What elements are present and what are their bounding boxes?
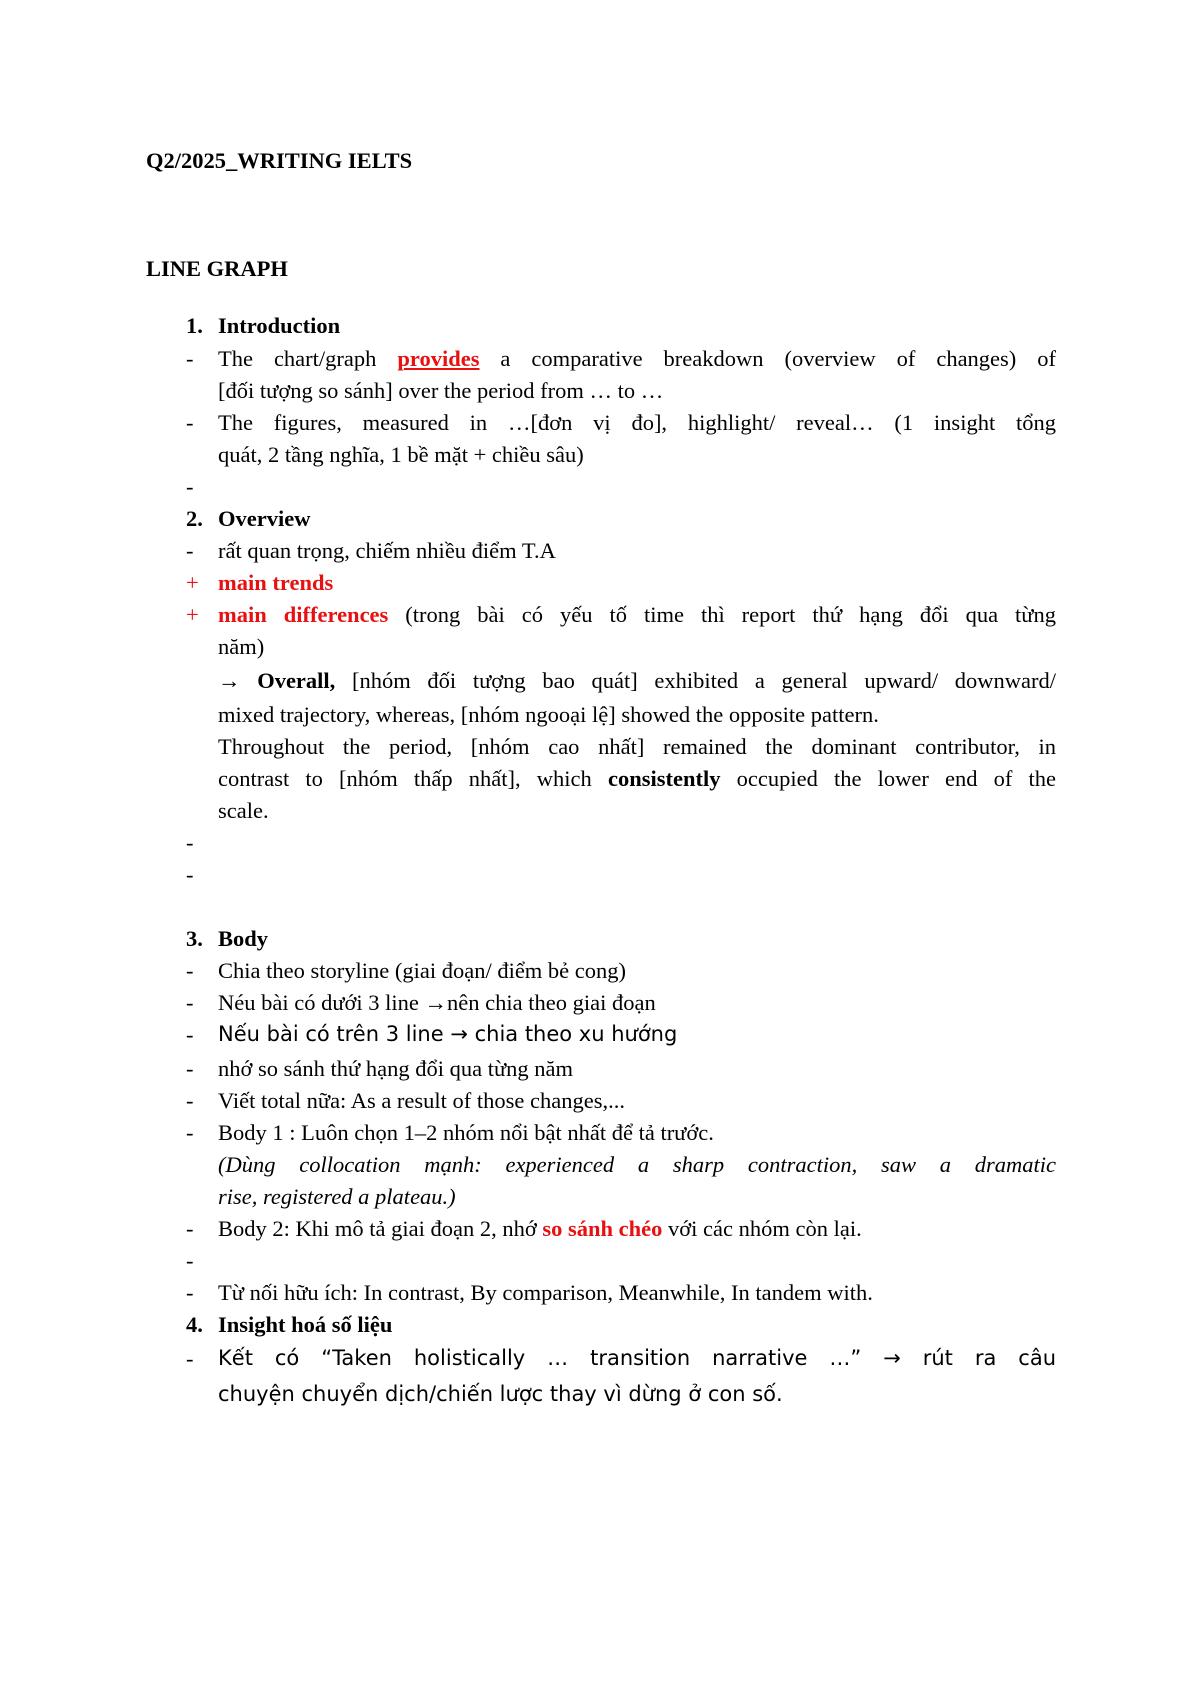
dash-marker: - bbox=[186, 830, 194, 855]
dash-marker: - bbox=[186, 410, 194, 435]
dash-marker: - bbox=[186, 538, 194, 563]
dash-marker: - bbox=[186, 1346, 194, 1371]
dash-marker: - bbox=[186, 346, 194, 371]
intro-heading: Introduction bbox=[218, 313, 341, 338]
overview-heading: Overview bbox=[218, 506, 311, 531]
list-number: 4. bbox=[186, 1312, 203, 1337]
dash-marker: - bbox=[186, 474, 194, 499]
dash-marker: - bbox=[186, 958, 194, 983]
intro-bullet-2: The figures, measured in …[đơn vị đo], highlight/ reveal… (1 insight tổng bbox=[218, 410, 1056, 435]
dash-marker: - bbox=[186, 1216, 194, 1241]
dash-marker: - bbox=[186, 1280, 194, 1305]
highlight-provides: provides bbox=[397, 346, 480, 371]
dash-marker: - bbox=[186, 1248, 194, 1273]
intro-bullet-1: The chart/graph provides a comparative breakdown (overview of changes) of bbox=[218, 346, 1056, 371]
main-differences: main differences bbox=[218, 602, 389, 627]
insight-heading: Insight hoá số liệu bbox=[218, 1312, 393, 1337]
plus-marker: + bbox=[186, 570, 199, 595]
document-page: Q2/2025_WRITING IELTS LINE GRAPH 1. Introduction - The chart/graph provides a comparative breakdown (overview of changes) of [đối tượng so sánh] over the period from … to … - The figures, measured in …[đơn vị đo], highlight/ reveal… (1 insight tổng quát, 2 tầng nghĩa, 1 bề mặt + chiều sâu) - 2. Overview - rất quan trọng, chiếm nhiều điểm T.A + main trends + main differences (trong bài có yếu tố time thì report thứ hạng đổi qua từng năm) → Overall, [nhóm đối tượng bao quát] exhibited a general upward/ downward/ mixed trajectory, whereas, [nhóm ngooại lệ] showed the opposite pattern. Throughout the period, [nhóm cao nhất] remained the dominant contributor, in contrast to [nhóm thấp nhất], which consistently occupied the lower end of the scale. - - 3. Body - Chia theo storyline (giai đoạn/ điểm bẻ cong) - Néu bài có dưới 3 line →nên chia theo giai đoạn - Nếu bài có trên 3 line → chia theo xu hướng - nhớ so sánh thứ hạng đổi qua từng năm - Viết total nữa: As a result of those changes,... - Body 1 : Luôn chọn 1–2 nhóm nổi bật nhất để tả trước. (Dùng collocation mạnh: experienced a sharp contraction, saw a dramatic rise, registered a plateau.) - Body 2: Khi mô tả giai đoạn 2, nhớ so sánh chéo với các nhóm còn lại. - - Từ nối hữu ích: In contrast, By comparison, Meanwhile, In tandem with. 4. Insight hoá số liệu - Kết có “Taken holistically … transition narrative …” → rút ra câu chuyện chuyển dịch/chiến lược thay vì dừng ở con số. bbox=[146, 148, 1057, 1406]
dash-marker: - bbox=[186, 862, 194, 887]
dash-marker: - bbox=[186, 990, 194, 1015]
list-number: 1. bbox=[186, 313, 203, 338]
plus-marker: + bbox=[186, 602, 199, 627]
document-title: Q2/2025_WRITING IELTS bbox=[146, 148, 413, 173]
section-heading: LINE GRAPH bbox=[146, 256, 288, 281]
dash-marker: - bbox=[186, 1120, 194, 1145]
highlight-cross-compare: so sánh chéo bbox=[542, 1216, 663, 1241]
dash-marker: - bbox=[186, 1022, 194, 1047]
dash-marker: - bbox=[186, 1088, 194, 1113]
body-heading: Body bbox=[218, 926, 269, 951]
dash-marker: - bbox=[186, 1056, 194, 1081]
list-number: 2. bbox=[186, 506, 203, 531]
list-number: 3. bbox=[186, 926, 203, 951]
main-trends: main trends bbox=[218, 570, 334, 595]
